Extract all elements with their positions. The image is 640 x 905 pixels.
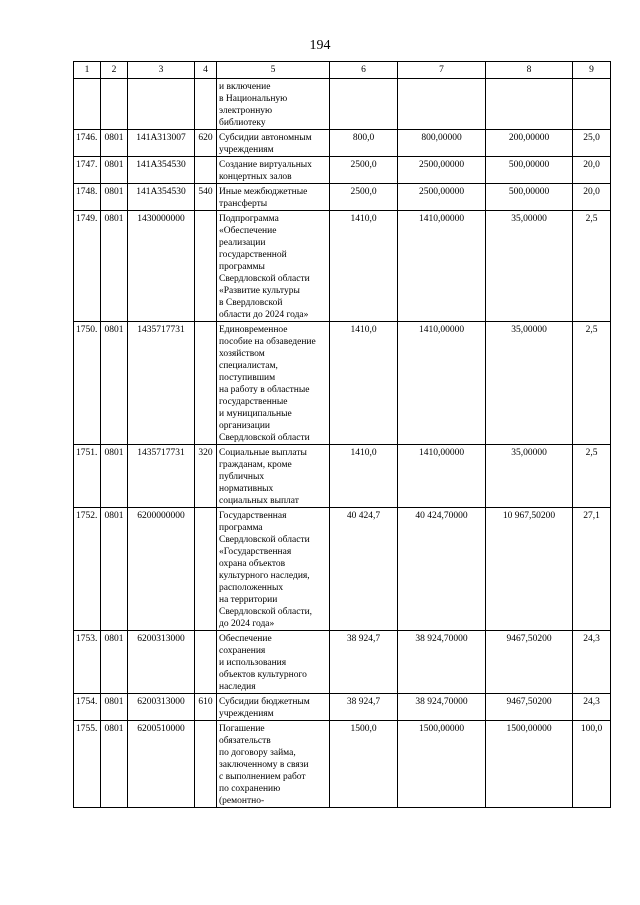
- expense-type: [195, 721, 217, 808]
- target-code: 1430000000: [128, 211, 195, 322]
- item-name: Обеспечение сохранения и использования объектов культурного наследия: [217, 631, 330, 694]
- table-row: [74, 130, 611, 157]
- page-number: 194: [309, 38, 331, 53]
- column-header: 3: [128, 62, 195, 79]
- row-number: 1748.: [74, 184, 101, 211]
- budget-table: [73, 61, 611, 808]
- approved-amount: 800,0: [330, 130, 398, 157]
- item-name: Подпрограмма «Обеспечение реализации государственной программы Свердловской области «Развитие культуры в Свердловской области до 2024 года»: [217, 211, 330, 322]
- execution-percent: 20,0: [573, 184, 611, 211]
- column-header: 8: [486, 62, 573, 79]
- item-name: Социальные выплаты гражданам, кроме публичных нормативных социальных выплат: [217, 445, 330, 508]
- section-code: 0801: [101, 211, 128, 322]
- expense-type: [195, 631, 217, 694]
- row-number: 1746.: [74, 130, 101, 157]
- approved-amount: 1500,0: [330, 721, 398, 808]
- plan-amount: 38 924,70000: [398, 631, 486, 694]
- section-code: 0801: [101, 445, 128, 508]
- column-header: 4: [195, 62, 217, 79]
- execution-percent: 24,3: [573, 631, 611, 694]
- executed-amount: 500,00000: [486, 184, 573, 211]
- column-header: 1: [74, 62, 101, 79]
- expense-type: [195, 322, 217, 445]
- target-code: 6200313000: [128, 631, 195, 694]
- table-row: [74, 79, 611, 130]
- target-code: 141A313007: [128, 130, 195, 157]
- plan-amount: 2500,00000: [398, 157, 486, 184]
- item-name: Субсидии автономным учреждениям: [217, 130, 330, 157]
- plan-amount: 38 924,70000: [398, 694, 486, 721]
- expense-type: 320: [195, 445, 217, 508]
- row-number: 1747.: [74, 157, 101, 184]
- column-header: 6: [330, 62, 398, 79]
- approved-amount: 2500,0: [330, 157, 398, 184]
- executed-amount: 500,00000: [486, 157, 573, 184]
- target-code: 141A354530: [128, 157, 195, 184]
- table-row: [74, 322, 611, 445]
- table-row: [74, 631, 611, 694]
- execution-percent: 24,3: [573, 694, 611, 721]
- row-number: 1754.: [74, 694, 101, 721]
- execution-percent: 25,0: [573, 130, 611, 157]
- table-row: [74, 721, 611, 808]
- plan-amount: 1410,00000: [398, 322, 486, 445]
- column-header: 9: [573, 62, 611, 79]
- expense-type: [195, 79, 217, 130]
- target-code: 6200313000: [128, 694, 195, 721]
- table-row: [74, 508, 611, 631]
- target-code: [128, 79, 195, 130]
- table-row: [74, 184, 611, 211]
- executed-amount: 35,00000: [486, 445, 573, 508]
- execution-percent: 2,5: [573, 211, 611, 322]
- target-code: 141A354530: [128, 184, 195, 211]
- column-header: 2: [101, 62, 128, 79]
- section-code: 0801: [101, 157, 128, 184]
- executed-amount: 9467,50200: [486, 694, 573, 721]
- column-header: 5: [217, 62, 330, 79]
- row-number: 1750.: [74, 322, 101, 445]
- section-code: 0801: [101, 322, 128, 445]
- executed-amount: 1500,00000: [486, 721, 573, 808]
- execution-percent: 20,0: [573, 157, 611, 184]
- header-row: [74, 62, 611, 79]
- item-name: Субсидии бюджетным учреждениям: [217, 694, 330, 721]
- executed-amount: 35,00000: [486, 211, 573, 322]
- section-code: 0801: [101, 721, 128, 808]
- expense-type: 610: [195, 694, 217, 721]
- item-name: Единовременное пособие на обзаведение хозяйством специалистам, поступившим на работу в областные государственные и муниципальные организации Свердловской области: [217, 322, 330, 445]
- approved-amount: 1410,0: [330, 211, 398, 322]
- executed-amount: 200,00000: [486, 130, 573, 157]
- table-body: [74, 79, 611, 808]
- row-number: 1755.: [74, 721, 101, 808]
- target-code: 6200510000: [128, 721, 195, 808]
- row-number: [74, 79, 101, 130]
- expense-type: [195, 157, 217, 184]
- table-row: [74, 157, 611, 184]
- approved-amount: 38 924,7: [330, 694, 398, 721]
- table-row: [74, 445, 611, 508]
- section-code: 0801: [101, 631, 128, 694]
- row-number: 1753.: [74, 631, 101, 694]
- plan-amount: 800,00000: [398, 130, 486, 157]
- plan-amount: 40 424,70000: [398, 508, 486, 631]
- execution-percent: 27,1: [573, 508, 611, 631]
- section-code: 0801: [101, 184, 128, 211]
- expense-type: [195, 211, 217, 322]
- target-code: 1435717731: [128, 445, 195, 508]
- item-name: Создание виртуальных концертных залов: [217, 157, 330, 184]
- item-name: и включение в Национальную электронную библиотеку: [217, 79, 330, 130]
- approved-amount: 38 924,7: [330, 631, 398, 694]
- execution-percent: 100,0: [573, 721, 611, 808]
- section-code: 0801: [101, 508, 128, 631]
- expense-type: [195, 508, 217, 631]
- column-header: 7: [398, 62, 486, 79]
- target-code: 1435717731: [128, 322, 195, 445]
- section-code: 0801: [101, 694, 128, 721]
- plan-amount: [398, 79, 486, 130]
- item-name: Иные межбюджетные трансферты: [217, 184, 330, 211]
- approved-amount: 2500,0: [330, 184, 398, 211]
- row-number: 1752.: [74, 508, 101, 631]
- section-code: [101, 79, 128, 130]
- plan-amount: 2500,00000: [398, 184, 486, 211]
- executed-amount: 10 967,50200: [486, 508, 573, 631]
- plan-amount: 1500,00000: [398, 721, 486, 808]
- executed-amount: 9467,50200: [486, 631, 573, 694]
- section-code: 0801: [101, 130, 128, 157]
- approved-amount: [330, 79, 398, 130]
- plan-amount: 1410,00000: [398, 445, 486, 508]
- table-row: [74, 211, 611, 322]
- target-code: 6200000000: [128, 508, 195, 631]
- execution-percent: 2,5: [573, 445, 611, 508]
- expense-type: 540: [195, 184, 217, 211]
- approved-amount: 1410,0: [330, 445, 398, 508]
- executed-amount: [486, 79, 573, 130]
- approved-amount: 40 424,7: [330, 508, 398, 631]
- plan-amount: 1410,00000: [398, 211, 486, 322]
- row-number: 1749.: [74, 211, 101, 322]
- item-name: Погашение обязательств по договору займа, заключенному в связи с выполнением работ по сохранению (ремонтно-: [217, 721, 330, 808]
- item-name: Государственная программа Свердловской области «Государственная охрана объектов культурного наследия, расположенных на территории Свердловской области, до 2024 года»: [217, 508, 330, 631]
- approved-amount: 1410,0: [330, 322, 398, 445]
- row-number: 1751.: [74, 445, 101, 508]
- executed-amount: 35,00000: [486, 322, 573, 445]
- execution-percent: 2,5: [573, 322, 611, 445]
- table-row: [74, 694, 611, 721]
- execution-percent: [573, 79, 611, 130]
- expense-type: 620: [195, 130, 217, 157]
